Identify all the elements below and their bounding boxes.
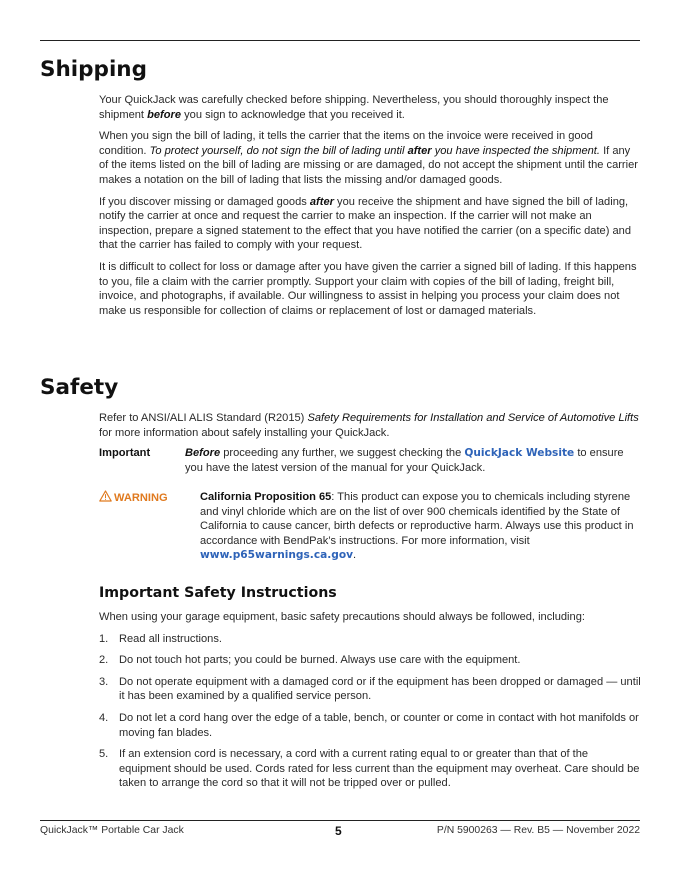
warning-note [99, 490, 641, 566]
footer-part-number: P/N 5900263 — Rev. B5 — November 2022 [436, 825, 640, 836]
shipping-paragraph-3: If you discover missing or damaged goods after you receive the shipment and have signed the bill of lading, notify the carrier at once and request the carrier to make an inspection. If the carrier will not make an inspection, prepare a signed statement to the effect that you have notified the carrier (on a specific date) and that the carrier has failed to comply with your request. [99, 195, 632, 252]
warning-label: WARNING [99, 490, 168, 506]
instructions-list [99, 632, 641, 791]
quickjack-website-link[interactable]: QuickJack Website [464, 447, 575, 459]
list-item: 4. Do not let a cord hang over the edge of a table, bench, or counter or come in contact with hot manifolds or moving fan blades. [99, 711, 639, 739]
list-item: 5. If an extension cord is necessary, a cord with a current rating equal to or greater than that of the equipment should be used. Cords rated for less current than the equipment may overheat. Care should be taken to arrange the cord so that it will not be tripped over or pulled. [99, 748, 640, 790]
page-number: 5 [335, 824, 342, 838]
list-item: 2. Do not touch hot parts; you could be burned. Always use care with the equipment. [99, 654, 521, 667]
warning-text: California Proposition 65: This product can expose you to chemicals including styrene and vinyl chloride which are on the list of over 900 chemicals identified by the State of California to cause cancer, birth defects or reproductive harm. Always use this product in accordance with BendPak’s instructions. For more information, visit www.p65warnings.ca.gov. [200, 491, 634, 562]
bottom-rule [40, 820, 640, 821]
shipping-section [99, 93, 641, 325]
warning-triangle-icon [99, 490, 112, 502]
list-item: 3. Do not operate equipment with a damaged cord or if the equipment has been dropped or damaged — until it has been examined by a qualified service person. [99, 675, 641, 703]
instructions-heading: Important Safety Instructions [99, 585, 337, 601]
important-text: Before proceeding any further, we suggest checking the QuickJack Website to ensure you have the latest version of the manual for your QuickJack. [185, 447, 624, 474]
safety-intro-paragraph: Refer to ANSI/ALI ALIS Standard (R2015) Safety Requirements for Installation and Service of Automotive Lifts for more information about safely installing your QuickJack. [99, 412, 639, 439]
list-item: 1. Read all instructions. [99, 632, 222, 645]
important-note [99, 446, 641, 478]
instructions-section [99, 610, 641, 798]
footer-product-name: QuickJack™ Portable Car Jack [40, 825, 184, 836]
important-label: Important [99, 447, 151, 459]
shipping-paragraph-2: When you sign the bill of lading, it tells the carrier that the items on the invoice were received in good condition. To protect yourself, do not sign the bill of lading until after you have inspected the shipment. If any of the items listed on the bill of lading are missing or are damaged, do not accept the shipment until the carrier makes a notation on the bill of lading that lists the missing and/or damaged goods. [99, 130, 638, 186]
instructions-intro: When using your garage equipment, basic safety precautions should always be followed, including: [99, 611, 585, 623]
safety-heading: Safety [40, 375, 119, 400]
top-rule [40, 40, 640, 41]
shipping-paragraph-4: It is difficult to collect for loss or damage after you have given the carrier a signed bill of lading. If this happens to you, file a claim with the carrier promptly. Support your claim with copies of the bill of lading, freight bill, invoice, and photographs, if available. Our willingness to assist in helping you process your claim does not make us responsible for collection of claims or replacement of lost or damaged materials. [99, 260, 637, 317]
p65warnings-link[interactable]: www.p65warnings.ca.gov [200, 549, 354, 562]
safety-intro [99, 411, 641, 447]
shipping-paragraph-1: Your QuickJack was carefully checked before shipping. Nevertheless, you should thoroughly inspect the shipment before you sign to acknowledge that you received it. [99, 94, 609, 121]
shipping-heading: Shipping [40, 57, 148, 82]
